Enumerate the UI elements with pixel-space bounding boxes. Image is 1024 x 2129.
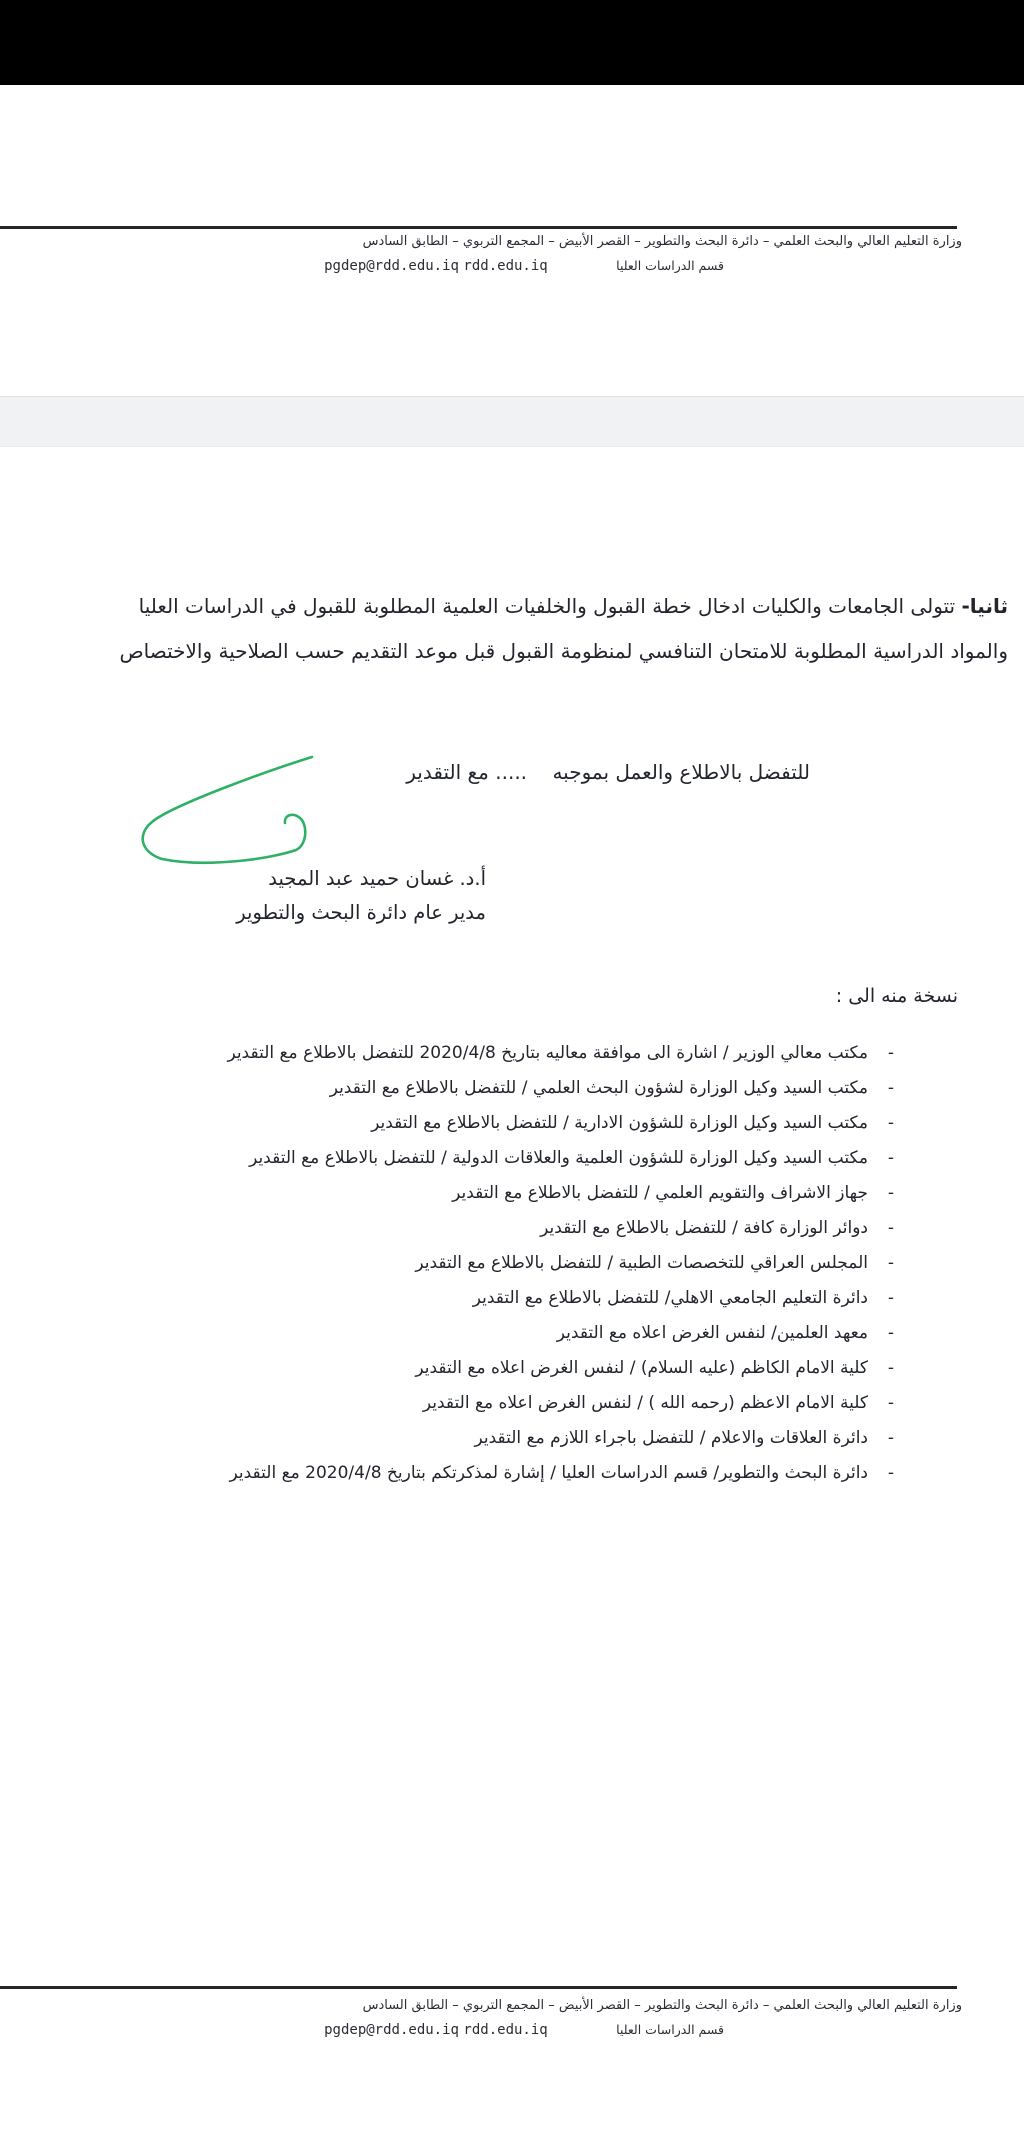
cc-list-item: - المجلس العراقي للتخصصات الطبية / للتفضل بالاطلاع مع التقدير: [0, 1246, 894, 1281]
footer-contacts-line: [0, 2022, 724, 2038]
body-paragraph: [0, 584, 1024, 674]
cc-list-item: - كلية الامام الاعظم (رحمه الله ) / لنفس الغرض اعلاه مع التقدير: [0, 1386, 894, 1421]
dash-bullet: -: [887, 1043, 894, 1063]
dash-bullet: -: [887, 1183, 894, 1203]
dash-bullet: -: [887, 1148, 894, 1168]
dash-bullet: -: [887, 1323, 894, 1343]
dash-bullet: -: [887, 1113, 894, 1133]
dash-bullet: -: [887, 1078, 894, 1098]
signatory-title: مدير عام دائرة البحث والتطوير: [236, 901, 486, 924]
footer-divider-rule: [0, 1986, 957, 1989]
cc-list-item: - مكتب السيد وكيل الوزارة للشؤون الادارية / للتفضل بالاطلاع مع التقدير: [0, 1106, 894, 1141]
signatory-name: أ.د. غسان حميد عبد المجيد: [268, 867, 486, 890]
dash-bullet: -: [887, 1428, 894, 1448]
dash-bullet: -: [887, 1218, 894, 1238]
header-ministry-line: وزارة التعليم العالي والبحث العلمي – دائرة البحث والتطوير – القصر الأبيض – المجمع التربوي – الطابق السادس: [362, 234, 962, 249]
cc-list-item: - دائرة التعليم الجامعي الاهلي/ للتفضل بالاطلاع مع التقدير: [0, 1281, 894, 1316]
header-department-label: قسم الدراسات العليا: [616, 258, 724, 273]
signature-stroke: [110, 745, 330, 875]
cc-list-item: - دائرة العلاقات والاعلام / للتفضل باجراء اللازم مع التقدير: [0, 1421, 894, 1456]
cc-list-item: - مكتب السيد وكيل الوزارة لشؤون البحث العلمي / للتفضل بالاطلاع مع التقدير: [0, 1071, 894, 1106]
dash-bullet: -: [887, 1288, 894, 1308]
cc-list-item: - دوائر الوزارة كافة / للتفضل بالاطلاع مع التقدير: [0, 1211, 894, 1246]
dash-bullet: -: [887, 1253, 894, 1273]
cc-list-item: - كلية الامام الكاظم (عليه السلام) / لنفس الغرض اعلاه مع التقدير: [0, 1351, 894, 1386]
clause-lead-word: ثانيا-: [961, 594, 1008, 618]
top-black-bar: [0, 0, 1024, 85]
dash-bullet: -: [887, 1463, 894, 1483]
dash-bullet: -: [887, 1393, 894, 1413]
footer-department-label: قسم الدراسات العليا: [616, 2022, 724, 2037]
toolbar-band: [0, 396, 1024, 447]
cc-list-item: - مكتب معالي الوزير / اشارة الى موافقة معاليه بتاريخ 2020/4/8 للتفضل بالاطلاع مع التقدير: [0, 1036, 894, 1071]
header-divider-rule: [0, 226, 957, 229]
cc-section-label: نسخة منه الى :: [835, 985, 958, 1007]
dash-bullet: -: [887, 1358, 894, 1378]
paragraph-line-1: [0, 584, 1024, 629]
cc-list: [0, 1036, 894, 1491]
footer-ministry-line: وزارة التعليم العالي والبحث العلمي – دائرة البحث والتطوير – القصر الأبيض – المجمع التربوي – الطابق السادس: [362, 1998, 962, 2013]
header-contacts-line: [0, 258, 724, 274]
cc-list-item: - معهد العلمين/ لنفس الغرض اعلاه مع التقدير: [0, 1316, 894, 1351]
clause-line1-text: تتولى الجامعات والكليات ادخال خطة القبول والخلفيات العلمية المطلوبة للقبول في الدراسات العليا: [138, 594, 962, 618]
footer-website-text: rdd.edu.iq: [463, 2022, 548, 2038]
paragraph-line-2: والمواد الدراسية المطلوبة للامتحان التنافسي لمنظومة القبول قبل موعد التقديم حسب الصلاحية والاختصاص: [119, 639, 1008, 663]
cc-list-item: - مكتب السيد وكيل الوزارة للشؤون العلمية والعلاقات الدولية / للتفضل بالاطلاع مع التقدير: [0, 1141, 894, 1176]
header-website-text: rdd.edu.iq: [463, 258, 548, 274]
footer-email-text: pgdep@rdd.edu.iq: [324, 2022, 459, 2038]
header-email-text: pgdep@rdd.edu.iq: [324, 258, 459, 274]
closing-line: للتفضل بالاطلاع والعمل بموجبه ..... مع التقدير: [406, 760, 810, 784]
cc-list-item: - جهاز الاشراف والتقويم العلمي / للتفضل بالاطلاع مع التقدير: [0, 1176, 894, 1211]
cc-list-item: - دائرة البحث والتطوير/ قسم الدراسات العليا / إشارة لمذكرتكم بتاريخ 2020/4/8 مع التقدير: [0, 1456, 894, 1491]
